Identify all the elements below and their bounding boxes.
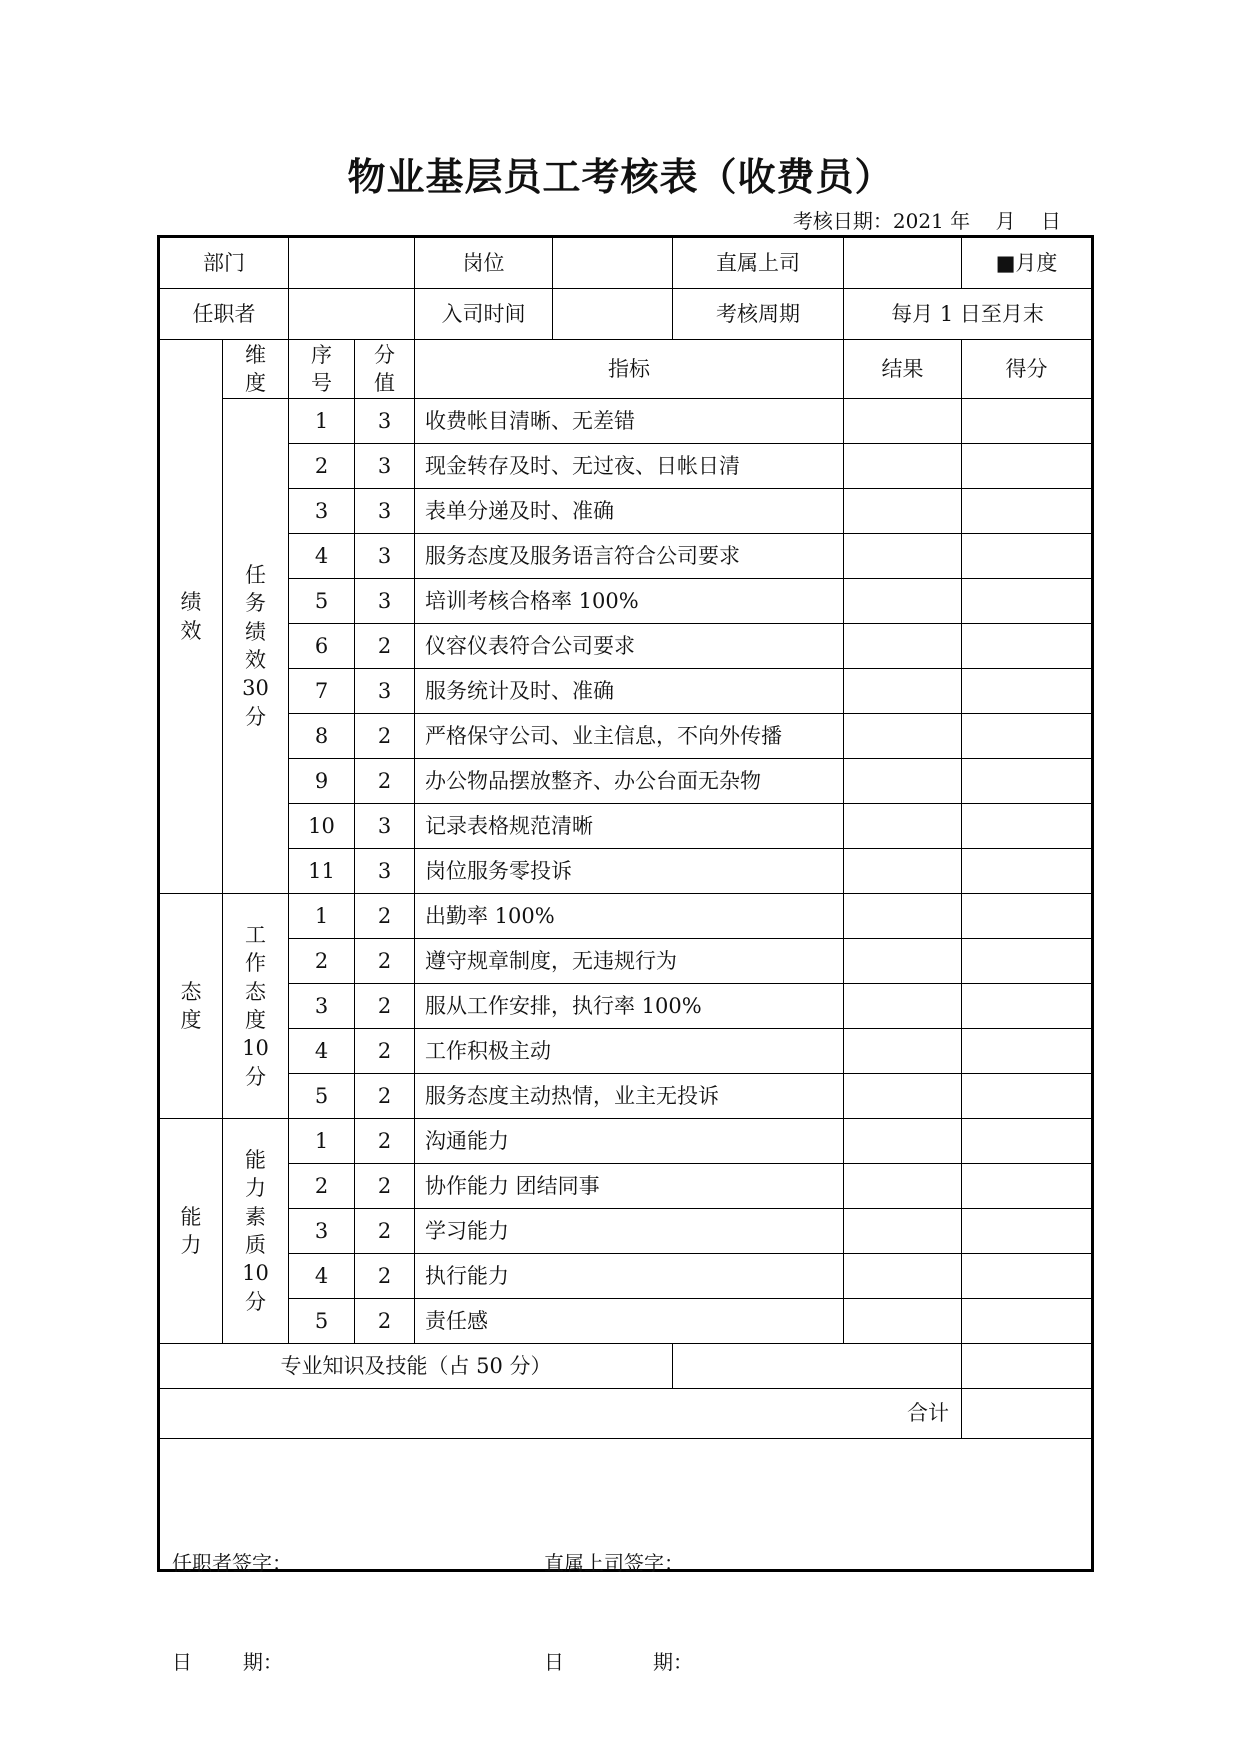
score-cell: 3 xyxy=(355,534,415,579)
result-input-cell[interactable] xyxy=(844,759,962,804)
indicator-cell: 表单分递及时、准确 xyxy=(415,489,844,534)
indicator-cell: 责任感 xyxy=(415,1299,844,1344)
table-row xyxy=(159,534,1093,579)
result-input-cell[interactable] xyxy=(844,669,962,714)
seq-cell: 5 xyxy=(289,1299,355,1344)
result-input-cell[interactable] xyxy=(844,939,962,984)
score-cell: 2 xyxy=(355,1119,415,1164)
table-row xyxy=(159,849,1093,894)
score-cell: 2 xyxy=(355,894,415,939)
seq-cell: 11 xyxy=(289,849,355,894)
indicator-cell: 服从工作安排，执行率 100% xyxy=(415,984,844,1029)
seq-cell: 8 xyxy=(289,714,355,759)
points-input-cell[interactable] xyxy=(962,939,1093,984)
total-field[interactable] xyxy=(962,1389,1093,1439)
points-input-cell[interactable] xyxy=(962,759,1093,804)
score-cell: 3 xyxy=(355,669,415,714)
points-input-cell[interactable] xyxy=(962,579,1093,624)
points-input-cell[interactable] xyxy=(962,714,1093,759)
score-cell: 2 xyxy=(355,1074,415,1119)
result-input-cell[interactable] xyxy=(844,804,962,849)
points-input-cell[interactable] xyxy=(962,1029,1093,1074)
points-input-cell[interactable] xyxy=(962,1254,1093,1299)
col-result-header: 结果 xyxy=(844,340,962,399)
points-input-cell[interactable] xyxy=(962,534,1093,579)
seq-cell: 4 xyxy=(289,534,355,579)
join-date-label: 入司时间 xyxy=(415,289,553,340)
total-row xyxy=(159,1389,1093,1439)
indicator-cell: 现金转存及时、无过夜、日帐日清 xyxy=(415,444,844,489)
seq-cell: 7 xyxy=(289,669,355,714)
score-cell: 2 xyxy=(355,1029,415,1074)
result-input-cell[interactable] xyxy=(844,984,962,1029)
table-row xyxy=(159,1119,1093,1164)
score-cell: 2 xyxy=(355,1299,415,1344)
supervisor-sign-label: 直属上司签字： xyxy=(544,1551,684,1575)
score-cell: 2 xyxy=(355,1164,415,1209)
dimension-cell: 任 务 绩 效 30 分 xyxy=(223,399,289,894)
indicator-cell: 收费帐目清晰、无差错 xyxy=(415,399,844,444)
table-row xyxy=(159,1029,1093,1074)
supervisor-field[interactable] xyxy=(844,237,962,289)
header-row-1 xyxy=(159,237,1093,289)
seq-cell: 1 xyxy=(289,894,355,939)
signature-row xyxy=(159,1439,1093,1571)
table-row xyxy=(159,489,1093,534)
score-cell: 3 xyxy=(355,489,415,534)
indicator-cell: 服务态度主动热情，业主无投诉 xyxy=(415,1074,844,1119)
points-input-cell[interactable] xyxy=(962,804,1093,849)
indicator-cell: 办公物品摆放整齐、办公台面无杂物 xyxy=(415,759,844,804)
result-input-cell[interactable] xyxy=(844,1209,962,1254)
result-input-cell[interactable] xyxy=(844,1299,962,1344)
category-cell: 绩 效 xyxy=(159,340,223,894)
table-row xyxy=(159,1299,1093,1344)
score-cell: 2 xyxy=(355,1209,415,1254)
indicator-cell: 遵守规章制度，无违规行为 xyxy=(415,939,844,984)
table-row xyxy=(159,984,1093,1029)
column-header-row xyxy=(159,340,1093,399)
table-row xyxy=(159,804,1093,849)
result-input-cell[interactable] xyxy=(844,579,962,624)
points-input-cell[interactable] xyxy=(962,984,1093,1029)
indicator-cell: 沟通能力 xyxy=(415,1119,844,1164)
score-cell: 3 xyxy=(355,849,415,894)
indicator-cell: 服务统计及时、准确 xyxy=(415,669,844,714)
employee-sign-label: 任职者签字： xyxy=(172,1551,292,1575)
dept-label: 部门 xyxy=(159,237,289,289)
table-row xyxy=(159,399,1093,444)
col-score-header: 分 值 xyxy=(355,340,415,399)
seq-cell: 1 xyxy=(289,1119,355,1164)
indicator-cell: 记录表格规范清晰 xyxy=(415,804,844,849)
professional-result-field[interactable] xyxy=(673,1344,962,1389)
seq-cell: 1 xyxy=(289,399,355,444)
seq-cell: 2 xyxy=(289,1164,355,1209)
seq-cell: 2 xyxy=(289,939,355,984)
table-row xyxy=(159,444,1093,489)
page-title: 物业基层员工考核表（收费员） xyxy=(347,154,894,199)
indicator-cell: 仪容仪表符合公司要求 xyxy=(415,624,844,669)
result-input-cell[interactable] xyxy=(844,1029,962,1074)
employee-signature-block xyxy=(172,1481,292,1745)
result-input-cell[interactable] xyxy=(844,714,962,759)
category-cell: 态 度 xyxy=(159,894,223,1119)
table-row xyxy=(159,714,1093,759)
score-cell: 2 xyxy=(355,714,415,759)
table-row xyxy=(159,759,1093,804)
table-row xyxy=(159,1209,1093,1254)
points-input-cell[interactable] xyxy=(962,399,1093,444)
result-input-cell[interactable] xyxy=(844,399,962,444)
col-seq-header: 序 号 xyxy=(289,340,355,399)
indicator-cell: 培训考核合格率 100% xyxy=(415,579,844,624)
seq-cell: 4 xyxy=(289,1029,355,1074)
score-cell: 2 xyxy=(355,939,415,984)
post-label: 岗位 xyxy=(415,237,553,289)
score-cell: 3 xyxy=(355,444,415,489)
employee-field[interactable] xyxy=(289,289,415,340)
total-label: 合计 xyxy=(159,1389,962,1439)
score-cell: 2 xyxy=(355,624,415,669)
indicator-cell: 学习能力 xyxy=(415,1209,844,1254)
table-row xyxy=(159,939,1093,984)
indicator-cell: 服务态度及服务语言符合公司要求 xyxy=(415,534,844,579)
result-input-cell[interactable] xyxy=(844,534,962,579)
employee-label: 任职者 xyxy=(159,289,289,340)
col-dimension-header: 维 度 xyxy=(223,340,289,399)
points-input-cell[interactable] xyxy=(962,624,1093,669)
points-input-cell[interactable] xyxy=(962,849,1093,894)
points-input-cell[interactable] xyxy=(962,1074,1093,1119)
result-input-cell[interactable] xyxy=(844,624,962,669)
seq-cell: 3 xyxy=(289,1209,355,1254)
professional-row xyxy=(159,1344,1093,1389)
score-cell: 3 xyxy=(355,579,415,624)
result-input-cell[interactable] xyxy=(844,1164,962,1209)
table-row xyxy=(159,669,1093,714)
seq-cell: 5 xyxy=(289,579,355,624)
result-input-cell[interactable] xyxy=(844,1074,962,1119)
table-row xyxy=(159,579,1093,624)
points-input-cell[interactable] xyxy=(962,1164,1093,1209)
points-input-cell[interactable] xyxy=(962,1119,1093,1164)
result-input-cell[interactable] xyxy=(844,849,962,894)
indicator-cell: 岗位服务零投诉 xyxy=(415,849,844,894)
result-input-cell[interactable] xyxy=(844,894,962,939)
points-input-cell[interactable] xyxy=(962,894,1093,939)
indicator-cell: 执行能力 xyxy=(415,1254,844,1299)
result-input-cell[interactable] xyxy=(844,444,962,489)
category-cell: 能 力 xyxy=(159,1119,223,1344)
seq-cell: 9 xyxy=(289,759,355,804)
result-input-cell[interactable] xyxy=(844,489,962,534)
result-input-cell[interactable] xyxy=(844,1119,962,1164)
professional-label: 专业知识及技能（占 50 分） xyxy=(159,1344,673,1389)
points-input-cell[interactable] xyxy=(962,489,1093,534)
indicator-cell: 出勤率 100% xyxy=(415,894,844,939)
header-row-2 xyxy=(159,289,1093,340)
points-input-cell[interactable] xyxy=(962,1209,1093,1254)
score-cell: 3 xyxy=(355,399,415,444)
post-field[interactable] xyxy=(553,237,673,289)
cycle-label: 考核周期 xyxy=(673,289,844,340)
score-cell: 3 xyxy=(355,804,415,849)
supervisor-label: 直属上司 xyxy=(673,237,844,289)
points-input-cell[interactable] xyxy=(962,669,1093,714)
supervisor-date-label: 日 期： xyxy=(544,1650,694,1674)
indicator-cell: 协作能力 团结同事 xyxy=(415,1164,844,1209)
seq-cell: 3 xyxy=(289,489,355,534)
indicator-cell: 工作积极主动 xyxy=(415,1029,844,1074)
score-cell: 2 xyxy=(355,984,415,1029)
seq-cell: 10 xyxy=(289,804,355,849)
signature-area xyxy=(159,1439,1093,1674)
seq-cell: 4 xyxy=(289,1254,355,1299)
table-row xyxy=(159,894,1093,939)
score-cell: 2 xyxy=(355,759,415,804)
employee-date-label: 日 期： xyxy=(172,1650,283,1674)
assessment-date: 考核日期：2021 年 月 日 xyxy=(792,209,1061,233)
result-input-cell[interactable] xyxy=(844,1254,962,1299)
points-input-cell[interactable] xyxy=(962,1299,1093,1344)
seq-cell: 3 xyxy=(289,984,355,1029)
table-row xyxy=(159,1164,1093,1209)
seq-cell: 2 xyxy=(289,444,355,489)
score-cell: 2 xyxy=(355,1254,415,1299)
period-type-checkbox[interactable]: ■月度 xyxy=(962,237,1093,289)
dimension-cell: 工 作 态 度 10 分 xyxy=(223,894,289,1119)
table-row xyxy=(159,624,1093,669)
dept-field[interactable] xyxy=(289,237,415,289)
points-input-cell[interactable] xyxy=(962,444,1093,489)
seq-cell: 6 xyxy=(289,624,355,669)
seq-cell: 5 xyxy=(289,1074,355,1119)
table-row xyxy=(159,1254,1093,1299)
indicator-cell: 严格保守公司、业主信息，不向外传播 xyxy=(415,714,844,759)
table-row xyxy=(159,1074,1093,1119)
supervisor-signature-block xyxy=(544,1481,693,1745)
join-date-field[interactable] xyxy=(553,289,673,340)
col-indicator-header: 指标 xyxy=(415,340,844,399)
dimension-cell: 能 力 素 质 10 分 xyxy=(223,1119,289,1344)
col-points-header: 得分 xyxy=(962,340,1093,399)
cycle-value: 每月 1 日至月末 xyxy=(844,289,1093,340)
assessment-form xyxy=(157,235,1094,1674)
